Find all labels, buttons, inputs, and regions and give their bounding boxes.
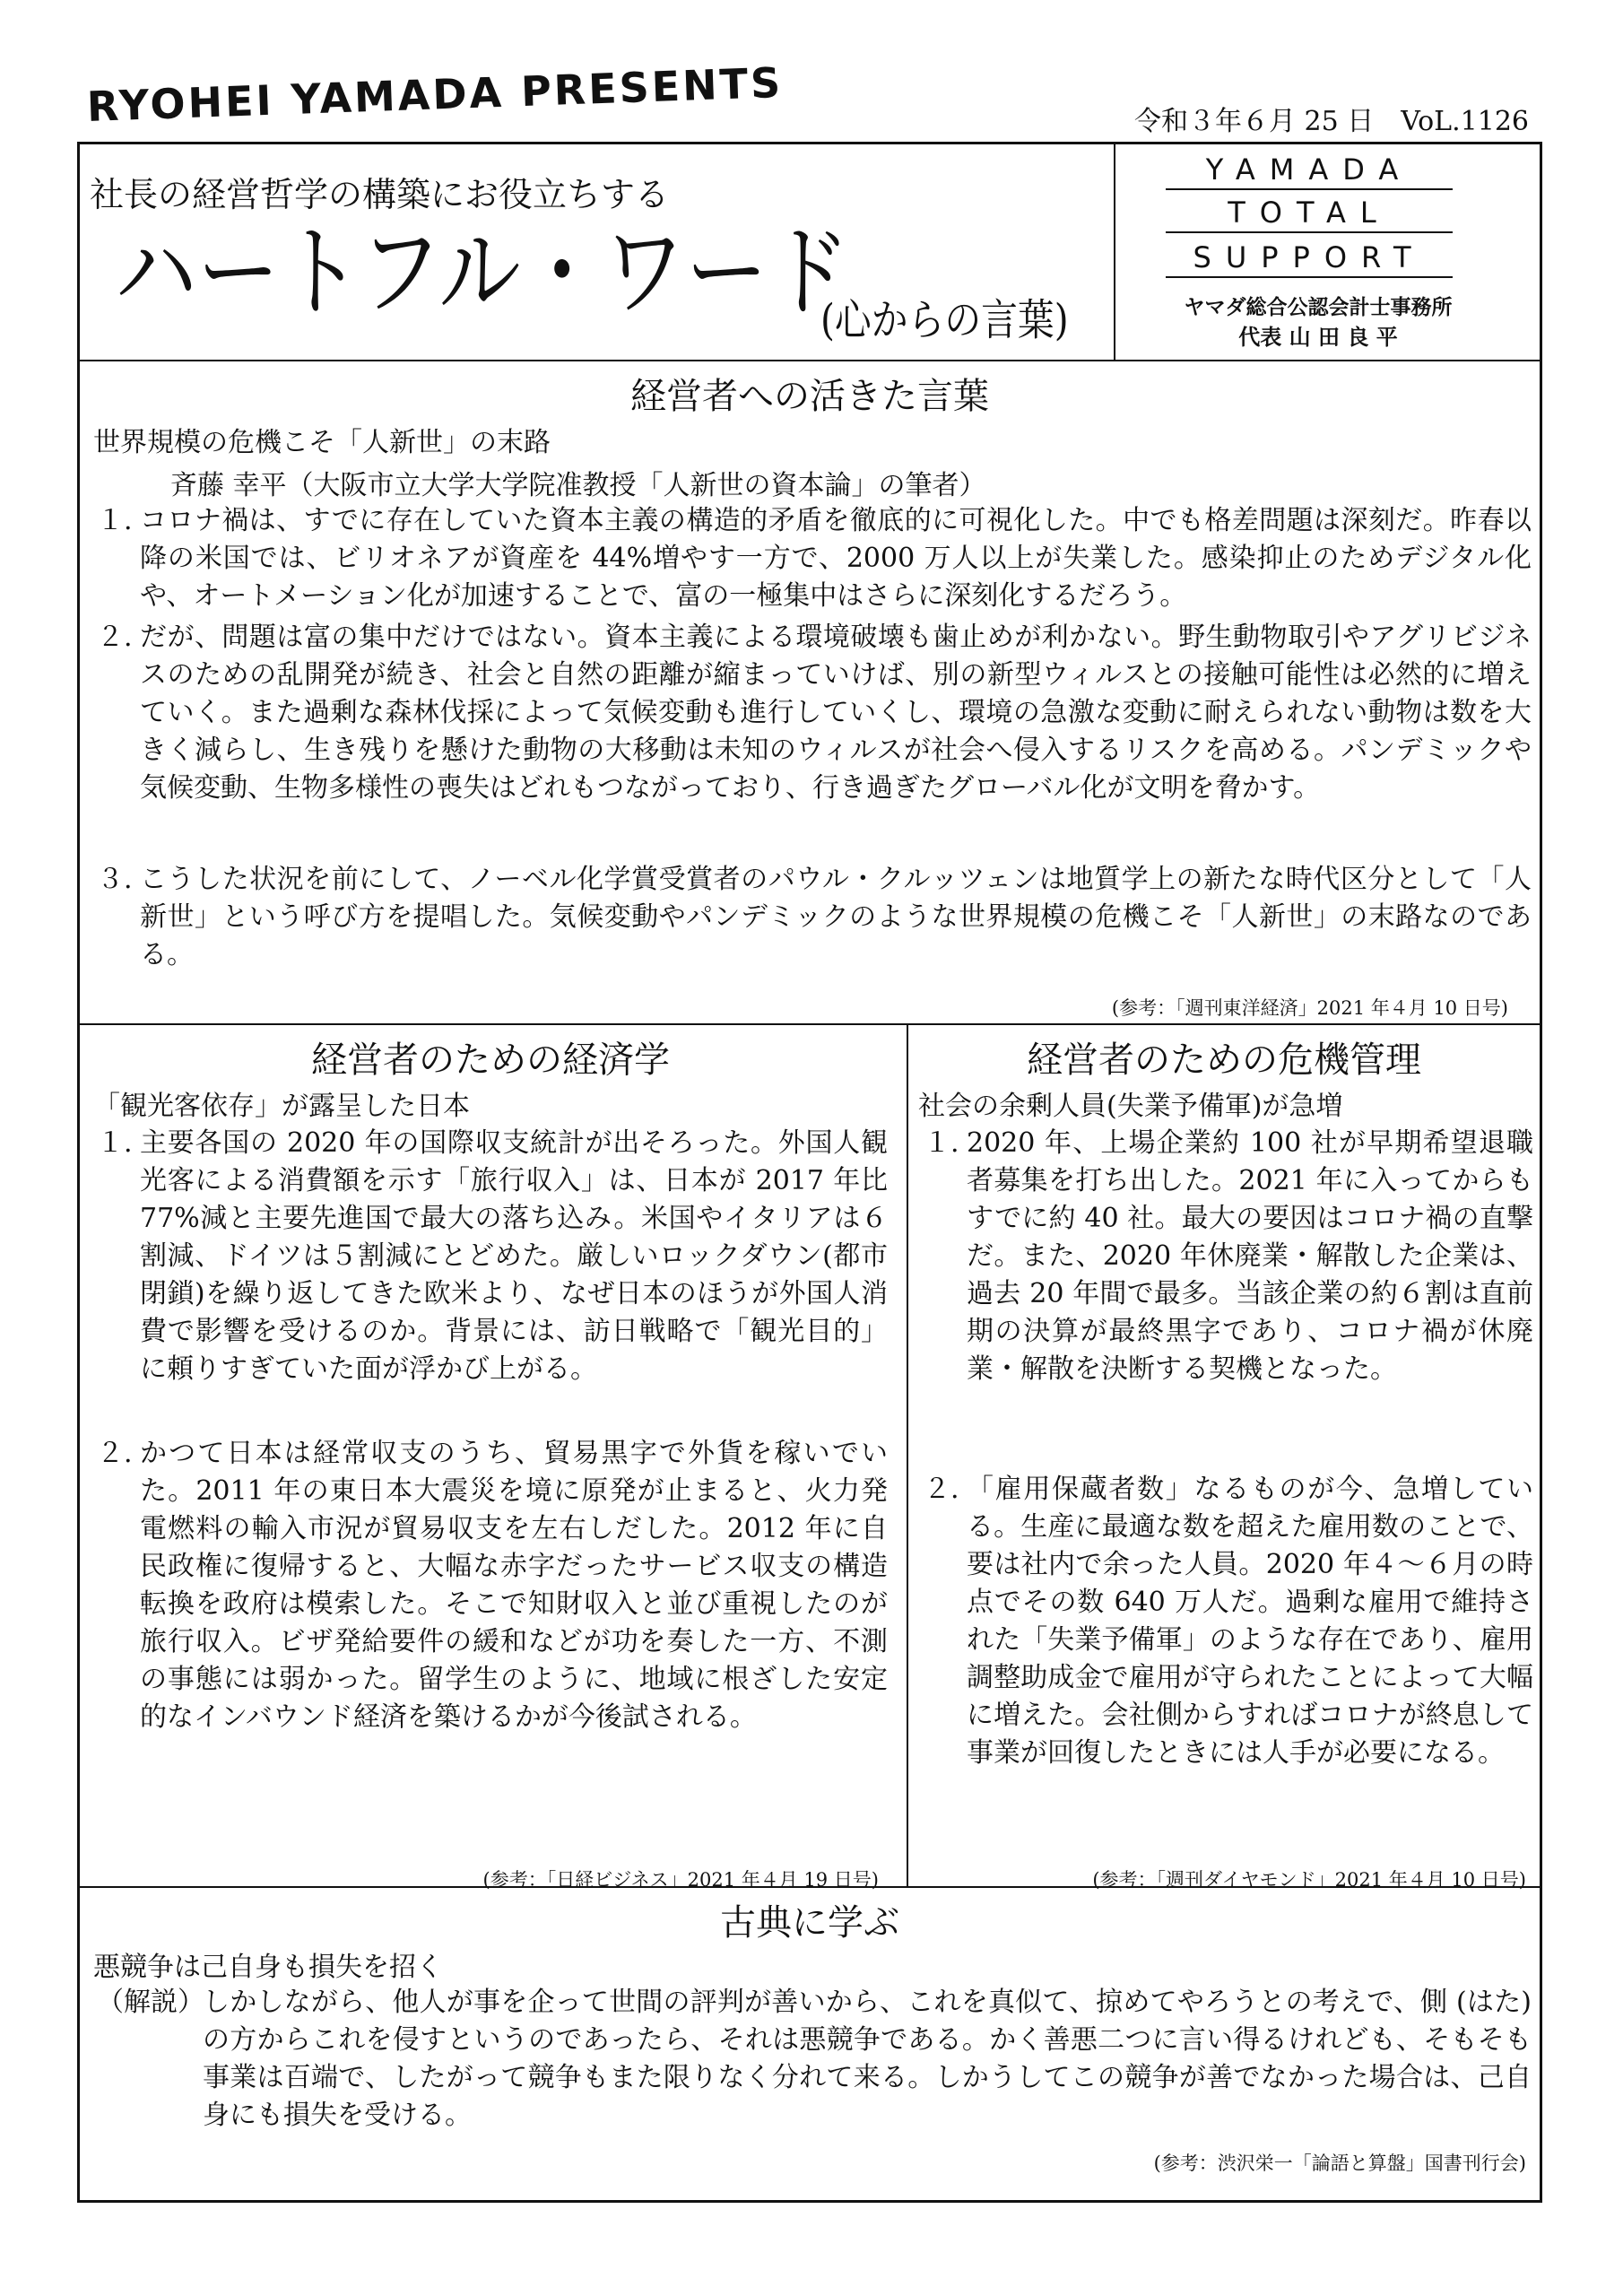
item-number: １.: [97, 1127, 133, 1159]
section4-headline: 悪競争は己自身も損失を招く: [93, 1952, 443, 1983]
office-name: ヤマダ総合公認会計士事務所: [1184, 296, 1453, 319]
section3-title: 経営者のための危機管理: [1027, 1039, 1421, 1081]
section3-item-1: [924, 1125, 1533, 1388]
item-number: ２.: [97, 1438, 133, 1469]
office-brand-line1: YAMADA: [1166, 152, 1453, 190]
commentary-label: （解説）: [97, 1987, 204, 2018]
item-text: かつて日本は経常収支のうち、貿易黒字で外貨を稼いでいた。2011 年の東日本大震災を境に原発が止まると、火力発電燃料の輸入市況が貿易収支を左右しだした。2012 年に自民政権に復帰すると、大幅な赤字だったサービス収支の構造転換を政府は模索した。そこで知財収入と並び重視したのが旅行収入。ビザ発給要件の緩和などが功を奏した一方、不測の事態には弱かった。留学生のように、地域に根ざした安定的なインバウンド経済を築けるかが今後試される。: [140, 1438, 888, 1733]
section3-item-2: [924, 1471, 1533, 1772]
section1-item-2: [97, 619, 1532, 807]
section2-item-1: [97, 1125, 888, 1388]
section1-item-3: [97, 861, 1532, 974]
section4-reference: (参考：渋沢栄一「論語と算盤」国書刊行会): [1153, 2152, 1526, 2174]
middle-column-divider: [907, 1023, 908, 1886]
section1-headline: 世界規模の危機こそ「人新世」の末路: [93, 427, 551, 458]
item-text: 主要各国の 2020 年の国際収支統計が出そろった。外国人観光客による消費額を示す「旅行収入」は、日本が 2017 年比 77%減と主要先進国で最大の落ち込み。米国やイタリアは６割減、ドイツは５割減にとどめた。厳しいロックダウン(都市閉鎖)を繰り返してきた欧米より、なぜ日本のほうが外国人消費で影響を受けるのか。背景には、訪日戦略で「観光目的」に頼りすぎていた面が浮かび上がる。: [140, 1127, 888, 1385]
item-number: ２.: [97, 622, 133, 653]
office-representative: 代表 山 田 良 平: [1238, 325, 1398, 350]
section1-item-1: [97, 502, 1532, 615]
section3-reference: (参考：「週刊ダイヤモンド」2021 年４月 10 日号): [1092, 1869, 1526, 1891]
issue-date: 令和３年６月 25 日 VoL.1126: [1133, 106, 1529, 137]
item-text: コロナ禍は、すでに存在していた資本主義の構造的矛盾を徹底的に可視化した。中でも格差問題は深刻だ。昨春以降の米国では、ビリオネアが資産を 44%増やす一方で、2000 万人以上が失業した。感染抑止のためデジタル化や、オートメーション化が加速することで、富の一極集中はさらに深刻化するだろう。: [140, 505, 1532, 612]
section1-divider: [80, 1023, 1540, 1025]
item-number: １.: [97, 505, 133, 536]
header-divider: [80, 360, 1540, 361]
section2-headline: 「観光客依存」が露呈した日本: [93, 1091, 470, 1122]
brand-logo-text: RYOHEI YAMADA PRESENTS: [86, 57, 784, 131]
section2-title: 経営者のための経済学: [311, 1039, 670, 1081]
item-text: だが、問題は富の集中だけではない。資本主義による環境破壊も歯止めが利かない。野生動物取引やアグリビジネスのための乱開発が続き、社会と自然の距離が縮まっていけば、別の新型ウィルスとの接触可能性は必然的に増えていく。また過剰な森林伐採によって気候変動も進行していくし、環境の急激な変動に耐えられない動物は数を大きく減らし、生き残りを懸けた動物の大移動は未知のウィルスが社会へ侵入するリスクを高める。パンデミックや気候変動、生物多様性の喪失はどれもつながっており、行き過ぎたグローバル化が文明を脅かす。: [140, 622, 1532, 804]
item-number: １.: [924, 1127, 959, 1159]
newsletter-subtitle: 社長の経営哲学の構築にお役立ちする: [90, 175, 670, 214]
section4-title: 古典に学ぶ: [720, 1902, 899, 1944]
newsletter-title-paren: (心からの言葉): [820, 295, 1069, 345]
section2-item-2: [97, 1435, 888, 1736]
newsletter-title: ハートフル・ワード: [115, 214, 851, 331]
item-text: 2020 年、上場企業約 100 社が早期希望退職者募集を打ち出した。2021 年に入ってからもすでに約 40 社。最大の要因はコロナ禍の直撃だ。また、2020 年休廃業・解散した企業は、過去 20 年間で最多。当該企業の約６割は直前期の決算が最終黒字であり、コロナ禍が休廃業・解散を決断する契機となった。: [967, 1127, 1533, 1385]
section4-commentary: [97, 1984, 1532, 2135]
section3-headline: 社会の余剰人員(失業予備軍)が急増: [918, 1091, 1343, 1122]
item-number: ２.: [924, 1474, 959, 1505]
item-text: こうした状況を前にして、ノーベル化学賞受賞者のパウル・クルッツェンは地質学上の新たな時代区分として「人新世」という呼び方を提唱した。気候変動やパンデミックのような世界規模の危機こそ「人新世」の末路なのである。: [140, 864, 1532, 970]
commentary-text: しかしながら、他人が事を企って世間の評判が善いから、これを真似て、掠めてやろうとの考えで、側 (はた) の方からこれを侵すというのであったら、それは悪競争である。かく善悪二つに言い得るけれども、そもそも事業は百端で、したがって競争もまた限りなく分れて来る。しかうしてこの競争が善でなかった場合は、己自身にも損失を受ける。: [203, 1987, 1532, 2131]
item-number: ３.: [97, 864, 133, 895]
section1-title: 経営者への活きた言葉: [630, 376, 989, 417]
section1-author: 斉藤 幸平（大阪市立大学大学院准教授「人新世の資本論」の筆者）: [170, 470, 986, 501]
office-brand-line3: SUPPORT: [1166, 240, 1453, 278]
section2-reference: (参考：「日経ビジネス」2021 年４月 19 日号): [482, 1869, 879, 1891]
office-brand-line2: TOTAL: [1166, 196, 1453, 233]
section1-reference: (参考：「週刊東洋経済」2021 年４月 10 日号): [1111, 997, 1508, 1019]
item-text: 「雇用保蔵者数」なるものが今、急増している。生産に最適な数を超えた雇用数のことで、要は社内で余った人員。2020 年４～６月の時点でその数 640 万人だ。過剰な雇用で維持された「失業予備軍」のような存在であり、雇用調整助成金で雇用が守られたことによって大幅に増えた。会社側からすればコロナが終息して事業が回復したときには人手が必要になる。: [967, 1474, 1533, 1769]
